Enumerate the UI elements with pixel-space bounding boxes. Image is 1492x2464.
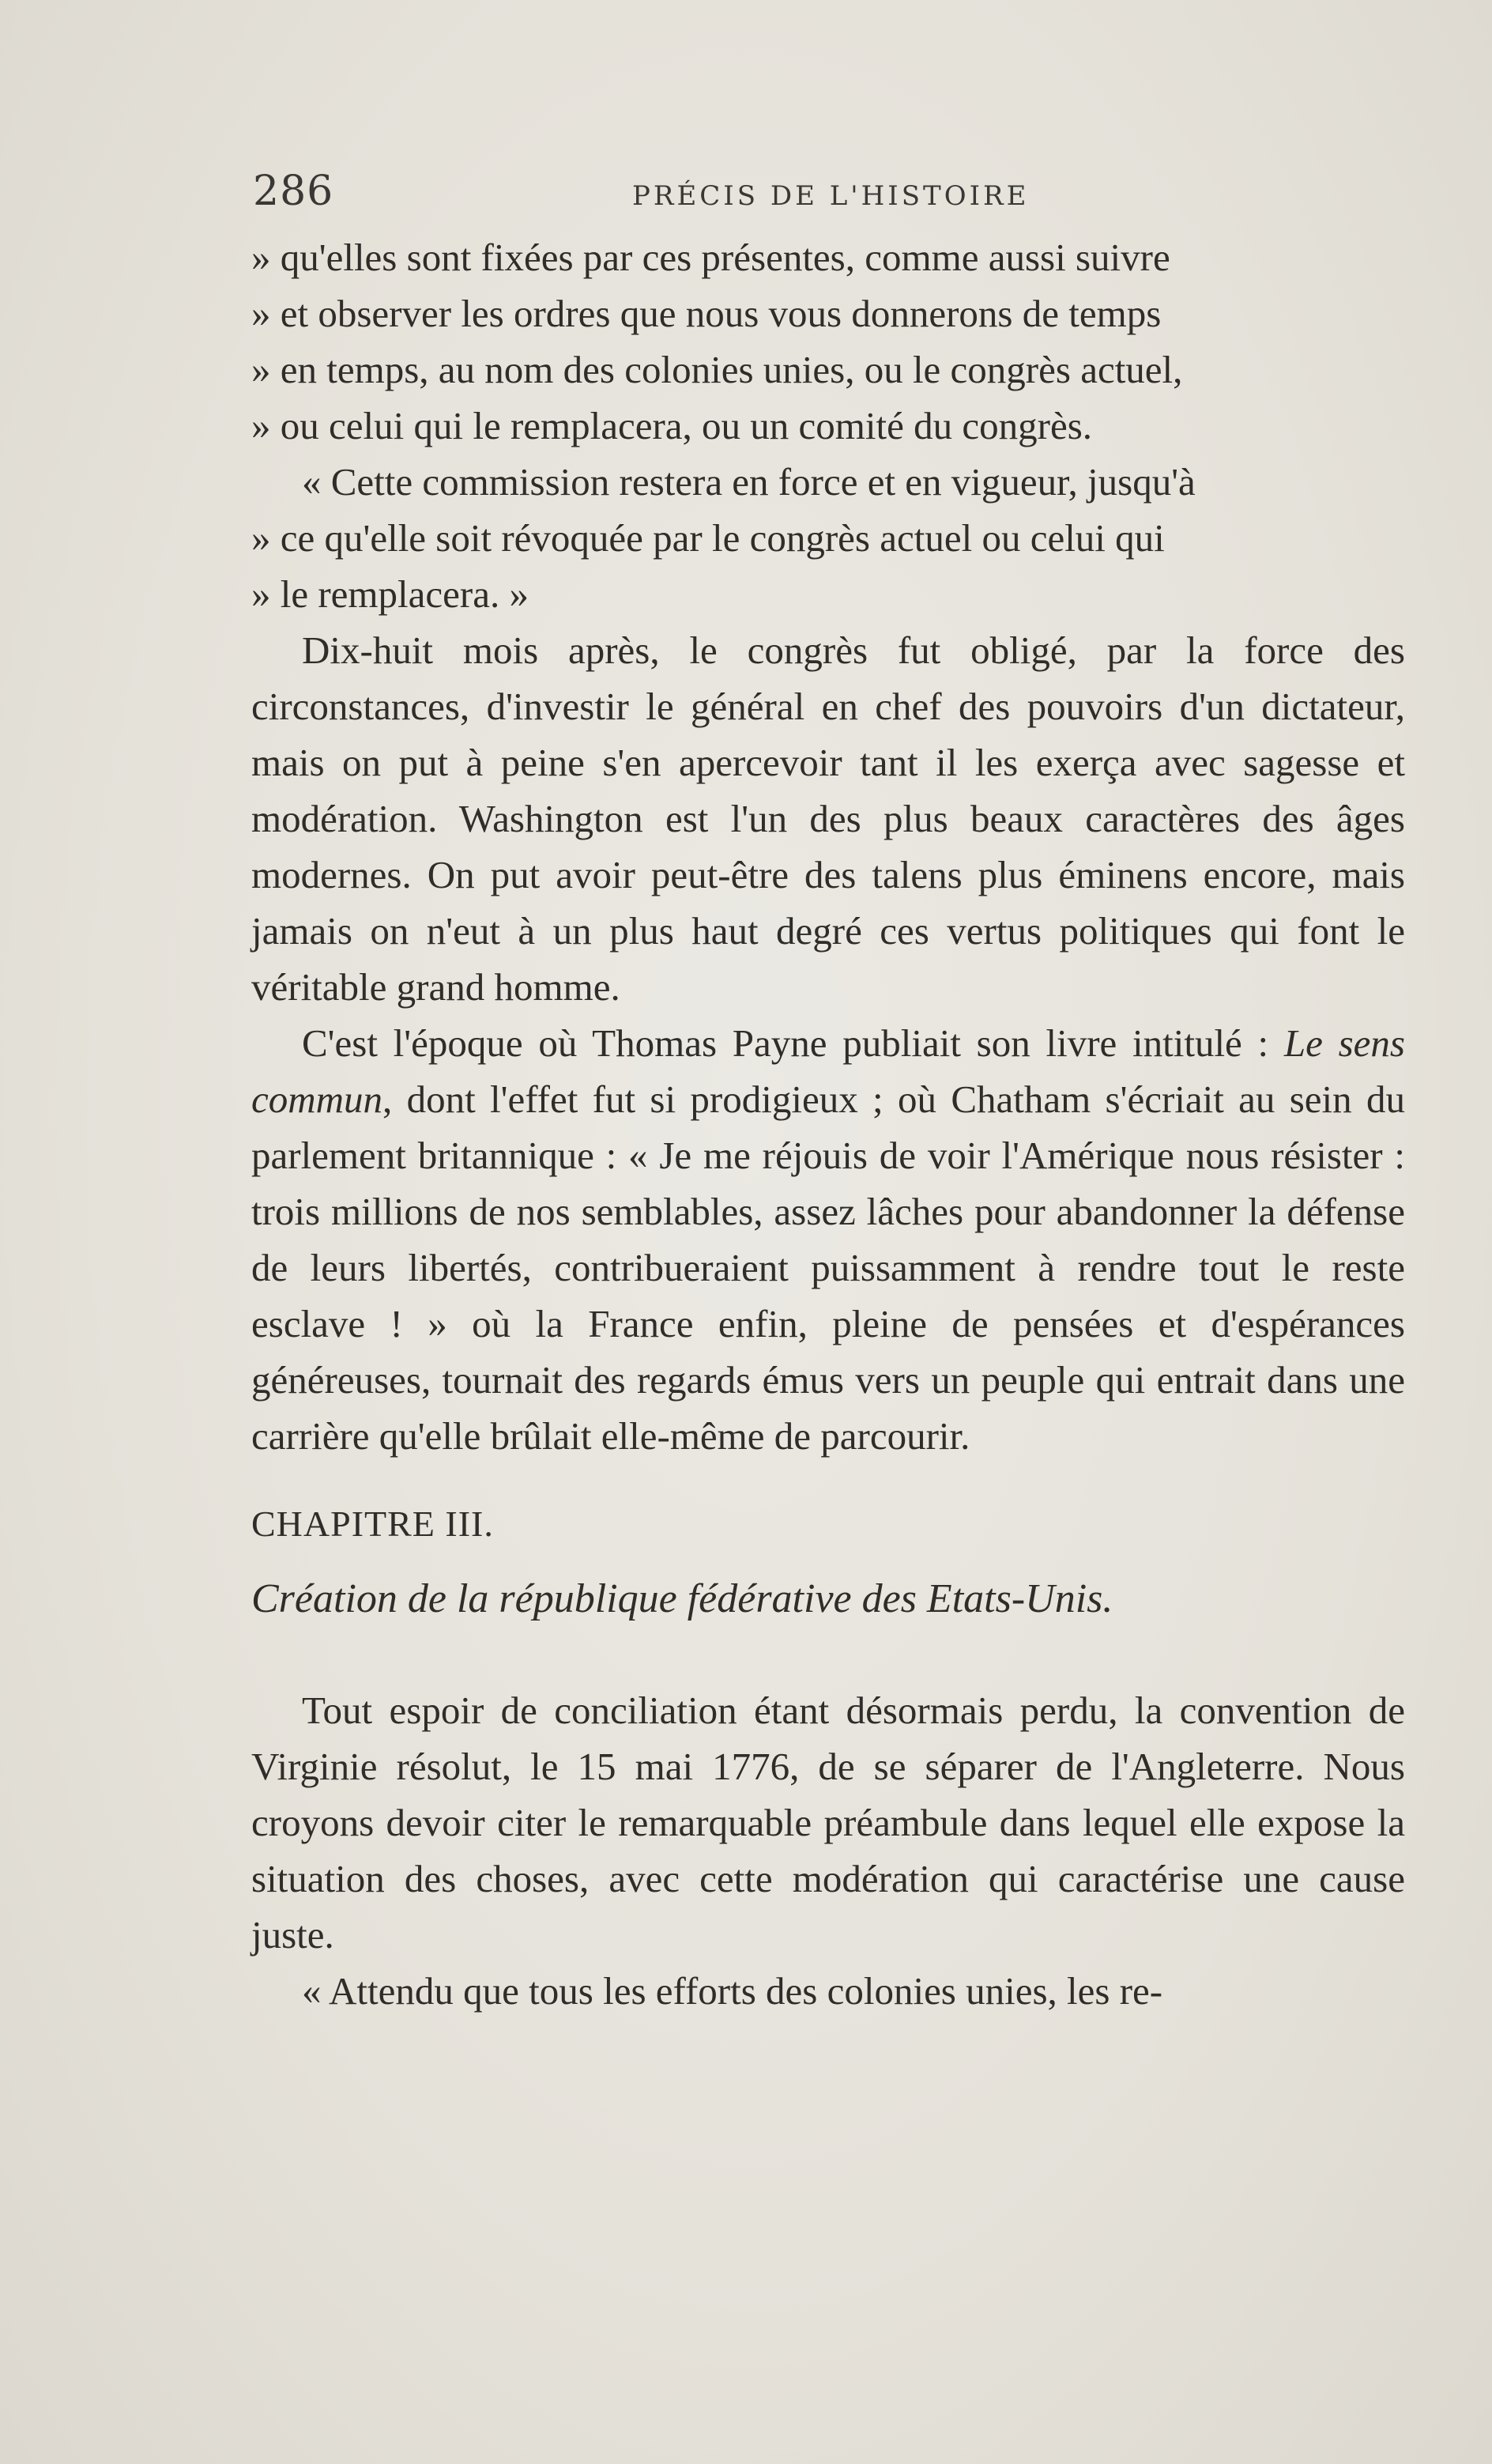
paragraph-epoque [251,1015,1405,1464]
commission-line: « Cette commission restera en force et en vigueur, jusqu'à [302,460,1196,504]
quote-line-3: » en temps, au nom des colonies unies, ou le congrès actuel, [251,348,1183,391]
page-number: 286 [253,168,334,215]
quote-line-2: » et observer les ordres que nous vous donnerons de temps [251,292,1162,335]
epoque-intro: C'est l'époque où Thomas Payne publiait son livre intitulé : [302,1021,1269,1065]
quote-line-1: » qu'elles sont fixées par ces présentes, comme aussi suivre [251,236,1170,279]
body-text [251,229,1405,2019]
quote-line-4: » ou celui qui le remplacera, ou un comité du congrès. [251,404,1093,447]
running-head [253,168,1407,223]
epoque-rest: , dont l'effet fut si prodigieux ; où Chatham s'écriait au sein du parlement britannique : « Je me réjouis de voir l'Amérique nous résister : trois millions de nos semblables, assez lâches pour abandonner la défense de leurs libertés, contribueraient puissamment à rendre tout le reste esclave ! » où la France enfin, pleine de pensées et d'espérances généreuses, tournait des regards émus vers un peuple qui entrait dans une carrière qu'elle brûlait elle-même de parcourir. [251,1077,1405,1458]
paragraph-attendu: « Attendu que tous les efforts des colonies unies, les re- [302,1969,1163,2013]
commission-cont-1: » ce qu'elle soit révoquée par le congrès actuel ou celui qui [251,516,1165,560]
chapter-heading: CHAPITRE III. [251,1504,494,1544]
paragraph-dix-huit: Dix-huit mois après, le congrès fut obligé, par la force des circonstances, d'investir le général en chef des pouvoirs d'un dictateur, mais on put à peine s'en apercevoir tant il les exerça avec sagesse et modération. Washington est l'un des plus beaux caractères des âges modernes. On put avoir peut-être des talens plus éminens encore, mais jamais on n'eut à un plus haut degré ces vertus politiques qui font le véritable grand homme. [251,628,1405,1009]
commission-cont-2: » le remplacera. » [251,572,529,616]
running-title: PRÉCIS DE L'HISTOIRE [632,180,1030,212]
book-title: Le sens commun [251,1021,1406,1121]
paragraph-tout-espoir: Tout espoir de conciliation étant désormais perdu, la convention de Virginie résolut, le 15 mai 1776, de se séparer de l'Angleterre. Nous croyons devoir citer le remarquable préambule dans lequel elle expose la situation des choses, avec cette modération qui caractérise une cause juste. [251,1689,1405,1956]
chapter-subtitle: Création de la république fédérative des Etats-Unis. [251,1576,1113,1621]
